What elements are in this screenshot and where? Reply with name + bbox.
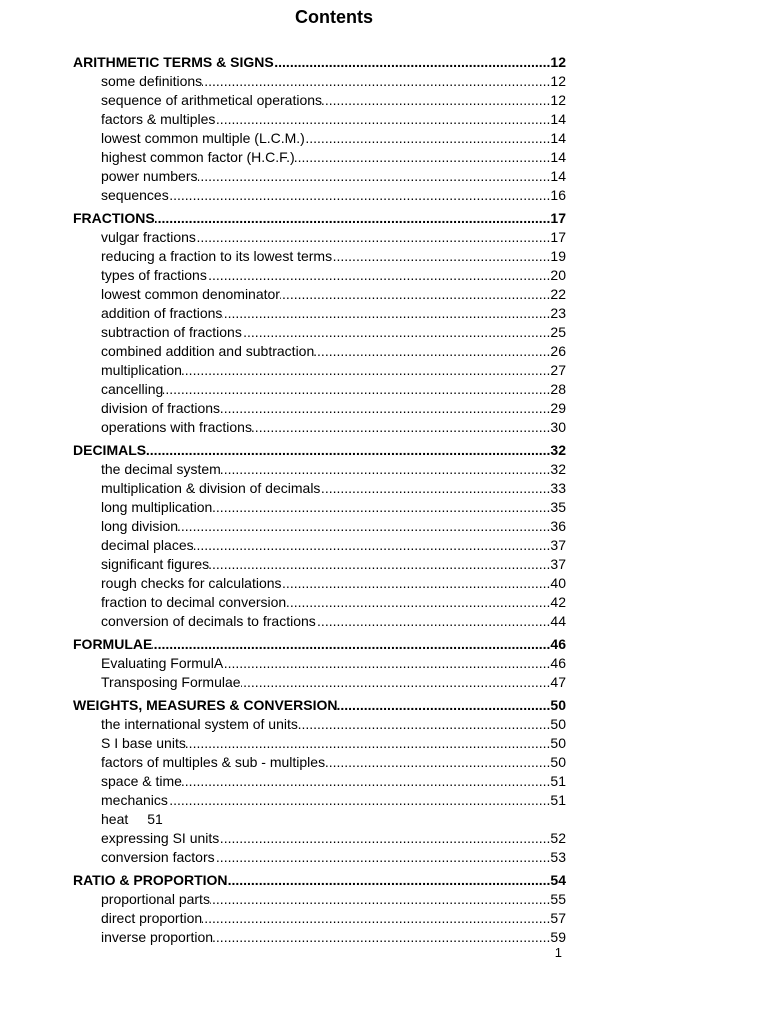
toc-entry-page: 36 xyxy=(550,518,566,534)
toc-entry xyxy=(73,673,566,692)
toc-section xyxy=(73,696,566,715)
toc-entry-page: 40 xyxy=(550,575,566,591)
toc-entry-page: 37 xyxy=(550,537,566,553)
dot-leader xyxy=(212,498,550,517)
dot-leader xyxy=(209,555,550,574)
dot-leader xyxy=(182,772,550,791)
dot-leader xyxy=(213,928,550,947)
toc-entry-page: 46 xyxy=(550,655,566,671)
toc-entry-title: long multiplication xyxy=(101,499,213,515)
toc-entry-title: sequences xyxy=(101,187,169,203)
toc-entry-title: factors & multiples xyxy=(101,111,216,127)
toc-entry xyxy=(73,110,566,129)
toc-entry-page: 50 xyxy=(550,754,566,770)
toc-entry-page: 25 xyxy=(550,324,566,340)
toc-section-title: ARITHMETIC TERMS & SIGNS xyxy=(73,54,274,70)
toc-entry xyxy=(73,479,566,498)
dot-leader xyxy=(210,890,550,909)
toc-entry-title: some definitions xyxy=(101,73,203,89)
dot-leader xyxy=(322,91,550,110)
toc-entry xyxy=(73,186,566,205)
dot-leader xyxy=(316,612,551,631)
toc-entry-page: 55 xyxy=(550,891,566,907)
toc-entry-title: lowest common denominator xyxy=(101,286,280,302)
toc-entry-page: 37 xyxy=(550,556,566,572)
toc-entry-title: subtraction of fractions xyxy=(101,324,242,340)
toc-entry-page: 52 xyxy=(550,830,566,846)
toc-entry xyxy=(73,228,566,247)
toc-entry-title: Evaluating FormulA xyxy=(101,655,224,671)
toc-entry-title: division of fractions xyxy=(101,400,221,416)
dot-leader xyxy=(163,380,550,399)
toc-entry xyxy=(73,460,566,479)
toc-entry xyxy=(73,829,566,848)
toc-section-title: RATIO & PROPORTION xyxy=(73,872,228,888)
toc-entry xyxy=(73,734,566,753)
dot-leader xyxy=(241,673,551,692)
toc-entry-title: conversion of decimals to fractions xyxy=(101,613,316,629)
toc-entry xyxy=(73,772,566,791)
toc-entry xyxy=(73,909,566,928)
toc-entry xyxy=(73,247,566,266)
toc-entry-title: expressing SI units xyxy=(101,830,220,846)
toc-entry-page: 27 xyxy=(550,362,566,378)
toc-entry-title: heat xyxy=(101,811,129,827)
toc-entry xyxy=(73,129,566,148)
dot-leader xyxy=(168,791,551,810)
toc-entry-title: mechanics xyxy=(101,792,168,808)
toc-entry xyxy=(73,753,566,772)
dot-leader xyxy=(152,635,550,654)
toc-entry xyxy=(73,810,566,829)
toc-entry-page: 59 xyxy=(550,929,566,945)
dot-leader xyxy=(223,654,550,673)
toc-entry xyxy=(73,304,566,323)
toc-entry-page: 16 xyxy=(550,187,566,203)
toc-entry xyxy=(73,399,566,418)
toc-section-page: 17 xyxy=(550,210,566,226)
toc-entry-title: inverse proportion xyxy=(101,929,214,945)
toc-entry-title: vulgar fractions xyxy=(101,229,196,245)
toc-section xyxy=(73,209,566,228)
dot-leader xyxy=(186,734,551,753)
toc-entry-title: lowest common multiple (L.C.M.) xyxy=(101,130,305,146)
toc-entry-page: 23 xyxy=(550,305,566,321)
toc-entry xyxy=(73,517,566,536)
dot-leader xyxy=(325,753,550,772)
toc-entry-title: power numbers xyxy=(101,168,198,184)
toc-entry-page: 14 xyxy=(550,168,566,184)
toc-entry-page: 32 xyxy=(550,461,566,477)
toc-entry-title: highest common factor (H.C.F.) xyxy=(101,149,295,165)
toc-entry-title: long division xyxy=(101,518,179,534)
toc-entry-title: multiplication & division of decimals xyxy=(101,480,321,496)
toc-entry xyxy=(73,612,566,631)
toc-section-page: 50 xyxy=(550,697,566,713)
dot-leader xyxy=(220,399,550,418)
toc-entry-page: 57 xyxy=(550,910,566,926)
toc-section xyxy=(73,635,566,654)
toc-entry xyxy=(73,361,566,380)
toc-entry-title: proportional parts xyxy=(101,891,210,907)
toc-entry-title: the decimal system xyxy=(101,461,221,477)
toc-entry xyxy=(73,593,566,612)
toc-entry-page: 33 xyxy=(550,480,566,496)
toc-entry xyxy=(73,167,566,186)
dot-leader xyxy=(332,247,550,266)
toc-entry-title: the international system of units xyxy=(101,716,298,732)
dot-leader xyxy=(215,110,550,129)
dot-leader xyxy=(242,323,551,342)
toc-entry-title: cancelling xyxy=(101,381,164,397)
dot-leader xyxy=(228,871,551,890)
toc-entry-title: conversion factors xyxy=(101,849,215,865)
page-number: 1 xyxy=(554,945,562,960)
toc-entry-title: combined addition and subtraction xyxy=(101,343,315,359)
toc-section-page: 46 xyxy=(550,636,566,652)
toc-entry xyxy=(73,498,566,517)
toc-entry-title: Transposing Formulae xyxy=(101,674,241,690)
dot-leader xyxy=(286,593,550,612)
dot-leader xyxy=(221,460,551,479)
toc-entry-page: 20 xyxy=(550,267,566,283)
dot-leader xyxy=(182,361,550,380)
dot-leader xyxy=(295,148,551,167)
dot-leader xyxy=(196,228,550,247)
toc-entry-page: 44 xyxy=(550,613,566,629)
toc-entry-title: addition of fractions xyxy=(101,305,223,321)
toc-entry-page: 19 xyxy=(550,248,566,264)
toc-section xyxy=(73,441,566,460)
toc-entry-page: 42 xyxy=(550,594,566,610)
toc-entry-title: reducing a fraction to its lowest terms xyxy=(101,248,333,264)
page-title: Contents xyxy=(295,7,373,27)
toc-entry-title: rough checks for calculations xyxy=(101,575,282,591)
toc-section-title: DECIMALS xyxy=(73,442,147,458)
toc-entry-page: 50 xyxy=(550,716,566,732)
dot-leader xyxy=(215,848,551,867)
toc-section-title: WEIGHTS, MEASURES & CONVERSION xyxy=(73,697,338,713)
dot-leader xyxy=(252,418,550,437)
toc-entry xyxy=(73,72,566,91)
toc-entry-title: types of fractions xyxy=(101,267,207,283)
toc-section-page: 32 xyxy=(550,442,566,458)
toc-section xyxy=(73,53,566,72)
toc-entry xyxy=(73,342,566,361)
toc-section-page: 12 xyxy=(550,54,566,70)
toc-entry-title: operations with fractions xyxy=(101,419,252,435)
dot-leader xyxy=(337,696,550,715)
toc-entry xyxy=(73,574,566,593)
toc-entry-title: fraction to decimal conversion xyxy=(101,594,287,610)
dot-leader xyxy=(274,53,551,72)
toc-entry-page: 47 xyxy=(550,674,566,690)
dot-leader xyxy=(146,441,550,460)
toc-entry-page: 51 xyxy=(550,773,566,789)
toc-entry-page: 53 xyxy=(550,849,566,865)
toc-entry-title: direct proportion xyxy=(101,910,203,926)
toc-entry-title: sequence of arithmetical operations xyxy=(101,92,323,108)
dot-leader xyxy=(298,715,551,734)
dot-leader xyxy=(202,909,550,928)
dot-leader xyxy=(219,829,550,848)
dot-leader xyxy=(202,72,550,91)
toc-entry-page: 50 xyxy=(550,735,566,751)
dot-leader xyxy=(155,209,551,228)
toc-entry-page: 14 xyxy=(550,111,566,127)
dot-leader xyxy=(222,304,550,323)
toc-entry-page: 17 xyxy=(550,229,566,245)
toc-entry xyxy=(73,555,566,574)
dot-leader xyxy=(169,186,551,205)
toc-entry-page: 22 xyxy=(550,286,566,302)
toc-entry-title: factors of multiples & sub - multiples xyxy=(101,754,326,770)
toc-entry xyxy=(73,91,566,110)
toc-entry-page: 12 xyxy=(550,92,566,108)
toc-section-page: 54 xyxy=(550,872,566,888)
toc-entry-page: 51 xyxy=(147,811,163,827)
toc-entry-page: 28 xyxy=(550,381,566,397)
toc-entry xyxy=(73,791,566,810)
toc-entry xyxy=(73,654,566,673)
dot-leader xyxy=(207,266,551,285)
dot-leader xyxy=(198,167,551,186)
toc-entry xyxy=(73,285,566,304)
toc-entry xyxy=(73,890,566,909)
toc-section-title: FORMULAE xyxy=(73,636,153,652)
toc-entry xyxy=(73,848,566,867)
toc-entry-title: significant figures xyxy=(101,556,210,572)
toc-entry xyxy=(73,536,566,555)
toc-entry-page: 30 xyxy=(550,419,566,435)
toc-entry xyxy=(73,323,566,342)
toc-entry-page: 29 xyxy=(550,400,566,416)
dot-leader xyxy=(320,479,550,498)
toc-entry-page: 12 xyxy=(550,73,566,89)
toc-entry-page: 14 xyxy=(550,149,566,165)
toc-entry xyxy=(73,380,566,399)
dot-leader xyxy=(282,574,551,593)
dot-leader xyxy=(305,129,551,148)
dot-leader xyxy=(280,285,550,304)
toc-entry-page: 26 xyxy=(550,343,566,359)
toc-entry-page: 51 xyxy=(550,792,566,808)
dot-leader xyxy=(194,536,551,555)
toc-entry-title: multiplication xyxy=(101,362,182,378)
toc-entry-title: decimal places xyxy=(101,537,194,553)
toc-section-title: FRACTIONS xyxy=(73,210,155,226)
toc-entry xyxy=(73,928,566,947)
dot-leader xyxy=(178,517,550,536)
toc-entry-page: 35 xyxy=(550,499,566,515)
toc-entry-page: 14 xyxy=(550,130,566,146)
table-of-contents xyxy=(73,53,566,947)
toc-entry-title: space & time xyxy=(101,773,182,789)
toc-entry xyxy=(73,148,566,167)
toc-entry xyxy=(73,715,566,734)
toc-entry xyxy=(73,266,566,285)
toc-entry-title: S I base units xyxy=(101,735,186,751)
dot-leader xyxy=(314,342,550,361)
toc-entry xyxy=(73,418,566,437)
toc-section xyxy=(73,871,566,890)
